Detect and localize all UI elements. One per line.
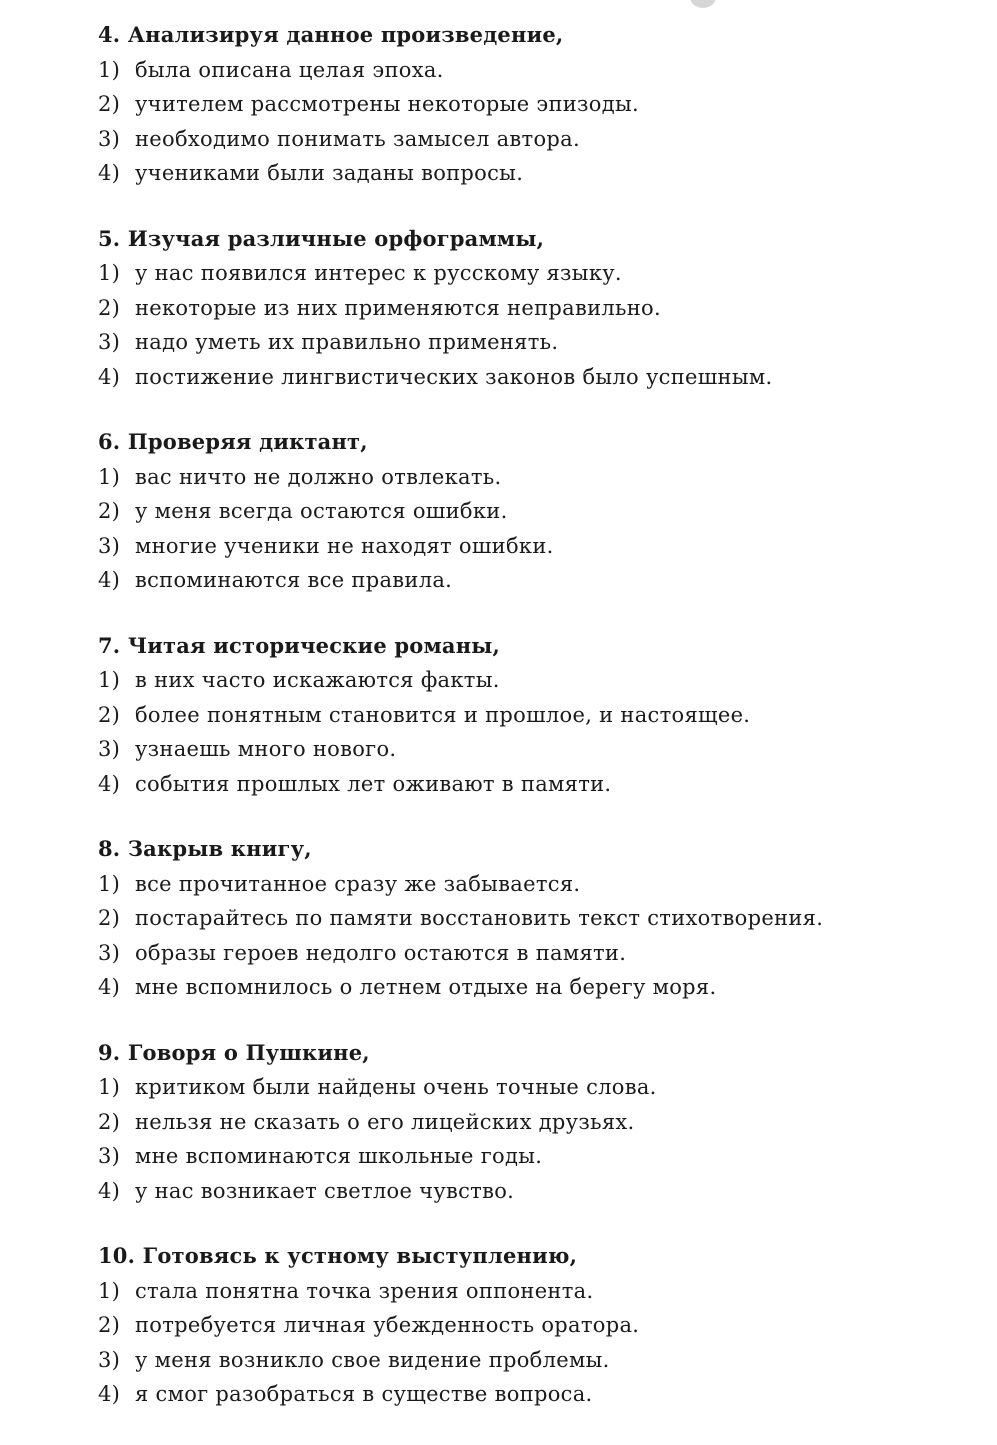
option-number: 3) — [98, 330, 121, 354]
answer-option-2 — [98, 291, 988, 326]
option-number: 3) — [98, 1144, 121, 1168]
option-text: учителем рассмотрены некоторые эпизоды. — [134, 92, 639, 116]
answer-option-1 — [98, 256, 988, 291]
option-number: 2) — [98, 1313, 121, 1337]
task-stem: 10. Готовясь к устному выступлению, — [98, 1243, 578, 1268]
option-number: 4) — [98, 568, 121, 592]
option-number: 4) — [98, 364, 121, 389]
option-text: потребуется личная убежденность оратора. — [134, 1313, 640, 1337]
answer-option-4 — [98, 767, 988, 802]
option-text: вас ничто не должно отвлекать. — [134, 464, 502, 489]
answer-option-1 — [98, 1274, 988, 1309]
answer-option-1 — [98, 867, 988, 902]
option-number: 3) — [98, 940, 121, 965]
task-stem: 8. Закрыв книгу, — [98, 836, 312, 861]
task-stem: 6. Проверяя диктант, — [98, 429, 368, 454]
answer-option-4 — [98, 156, 988, 191]
option-text: многие ученики не находят ошибки. — [134, 533, 554, 558]
task-8 — [98, 832, 988, 1005]
answer-option-3 — [98, 1139, 988, 1174]
answer-option-4 — [98, 1174, 988, 1209]
option-number: 4) — [98, 161, 121, 185]
task-4 — [98, 18, 988, 191]
answer-option-4 — [98, 360, 988, 395]
option-number: 4) — [98, 771, 121, 796]
answer-option-2 — [98, 494, 988, 529]
answer-option-2 — [98, 901, 988, 936]
option-text: постарайтесь по памяти восстановить текст стихотворения. — [134, 906, 824, 930]
option-number: 1) — [98, 464, 121, 489]
option-number: 1) — [98, 1075, 121, 1099]
option-text: я смог разобраться в существе вопроса. — [134, 1382, 593, 1406]
option-number: 3) — [98, 126, 121, 151]
option-text: все прочитанное сразу же забывается. — [134, 871, 581, 896]
option-number: 4) — [98, 1178, 121, 1203]
option-text: вспоминаются все правила. — [134, 568, 453, 592]
option-text: у меня возникло свое видение проблемы. — [134, 1347, 610, 1372]
option-text: критиком были найдены очень точные слова. — [134, 1075, 657, 1099]
option-number: 2) — [98, 295, 121, 320]
task-stem: 5. Изучая различные орфограммы, — [98, 225, 545, 251]
scan-smudge — [690, 0, 716, 8]
answer-option-4 — [98, 970, 988, 1005]
task-9 — [98, 1036, 988, 1209]
answer-option-3 — [98, 325, 988, 360]
option-text: некоторые из них применяются неправильно. — [134, 295, 661, 320]
option-number: 4) — [98, 975, 121, 999]
answer-option-4 — [98, 1377, 988, 1412]
answer-option-3 — [98, 936, 988, 971]
option-number: 1) — [98, 261, 121, 285]
task-stem: 4. Анализируя данное произведение, — [98, 22, 564, 47]
option-text: мне вспоминаются школьные годы. — [134, 1144, 543, 1168]
option-text: постижение лингвистических законов было успешным. — [134, 364, 773, 389]
answer-option-1 — [98, 460, 988, 495]
option-number: 2) — [98, 702, 121, 727]
option-text: стала понятна точка зрения оппонента. — [134, 1278, 594, 1303]
option-number: 4) — [98, 1382, 121, 1406]
option-text: у нас возникает светлое чувство. — [134, 1178, 515, 1203]
answer-option-2 — [98, 698, 988, 733]
task-7 — [98, 629, 988, 802]
option-number: 2) — [98, 906, 121, 930]
answer-option-2 — [98, 87, 988, 122]
option-number: 1) — [98, 871, 121, 896]
option-number: 3) — [98, 737, 121, 761]
option-number: 2) — [98, 1109, 121, 1134]
option-text: была описана целая эпоха. — [134, 57, 444, 82]
option-text: необходимо понимать замысел автора. — [134, 126, 580, 151]
option-number: 1) — [98, 668, 121, 692]
task-stem: 9. Говоря о Пушкине, — [98, 1039, 370, 1065]
option-number: 3) — [98, 1347, 121, 1372]
task-stem: 7. Читая исторические романы, — [98, 632, 501, 658]
option-number: 2) — [98, 92, 121, 116]
answer-option-3 — [98, 732, 988, 767]
option-text: события прошлых лет оживают в памяти. — [134, 771, 612, 796]
worksheet-page — [98, 18, 988, 1412]
option-text: более понятным становится и прошлое, и настоящее. — [134, 702, 751, 727]
option-text: надо уметь их правильно применять. — [134, 330, 559, 354]
answer-option-3 — [98, 122, 988, 157]
option-text: нельзя не сказать о его лицейских друзьях. — [134, 1109, 635, 1134]
answer-option-3 — [98, 529, 988, 564]
option-text: в них часто искажаются факты. — [134, 668, 500, 692]
task-10 — [98, 1239, 988, 1412]
answer-option-1 — [98, 1070, 988, 1105]
answer-option-2 — [98, 1105, 988, 1140]
answer-option-1 — [98, 53, 988, 88]
option-text: образы героев недолго остаются в памяти. — [134, 940, 627, 965]
option-number: 1) — [98, 57, 121, 82]
option-number: 3) — [98, 533, 121, 558]
option-text: у нас появился интерес к русскому языку. — [134, 261, 622, 285]
option-number: 2) — [98, 499, 121, 523]
answer-option-1 — [98, 663, 988, 698]
task-6 — [98, 425, 988, 598]
option-text: у меня всегда остаются ошибки. — [134, 499, 508, 523]
task-5 — [98, 222, 988, 395]
answer-option-2 — [98, 1308, 988, 1343]
option-number: 1) — [98, 1278, 121, 1303]
answer-option-3 — [98, 1343, 988, 1378]
option-text: учениками были заданы вопросы. — [134, 161, 524, 185]
option-text: узнаешь много нового. — [134, 737, 397, 761]
option-text: мне вспомнилось о летнем отдыхе на берегу моря. — [134, 975, 717, 999]
answer-option-4 — [98, 563, 988, 598]
